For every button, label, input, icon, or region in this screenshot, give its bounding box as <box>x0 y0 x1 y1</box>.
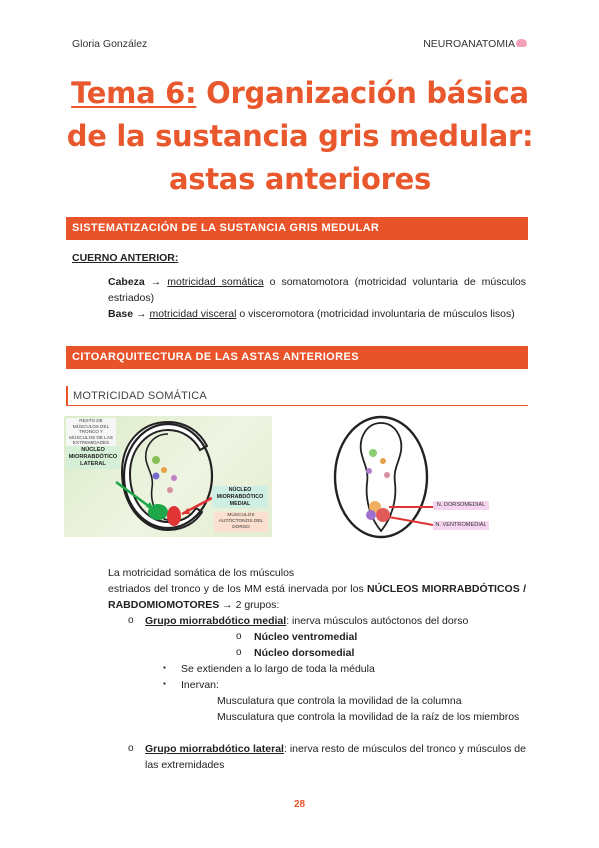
grupo-lateral-text: : inerva resto de músculos del tronco y músculos de las extremidades <box>145 743 526 771</box>
grupo-medial-label: Grupo miorrabdótico medial <box>145 615 287 627</box>
title-prefix: Tema 6: <box>71 76 197 110</box>
subheading-motricidad-somatica: MOTRICIDAD SOMÁTICA <box>66 386 528 406</box>
spinal-cord-diagram-1 <box>64 416 272 537</box>
cabeza-term: Cabeza <box>108 276 145 288</box>
arrow: → <box>144 276 168 288</box>
section-heading-citoarquitectura: CITOARQUITECTURA DE LAS ASTAS ANTERIORES <box>66 346 528 369</box>
cabeza-link: motricidad somática <box>167 276 264 288</box>
cuerno-anterior-label: CUERNO ANTERIOR: <box>72 252 179 264</box>
figure1-medial-label: NÚCLEO MIORRABDÓTICO MEDIAL <box>212 486 268 508</box>
section-heading-sistematizacion: SISTEMATIZACIÓN DE LA SUSTANCIA GRIS MEDULAR <box>66 217 528 240</box>
intro-bold-1: NÚCLEOS <box>367 583 419 595</box>
figure2-dorsomedial-label: N. DORSOMEDIAL <box>433 501 489 510</box>
intro-text: estriados del tronco y de los MM está inervada por los <box>108 583 368 595</box>
grupo-lateral-label: Grupo miorrabdótico lateral <box>145 743 284 755</box>
brain-icon <box>516 39 527 47</box>
cabeza-paragraph <box>108 274 526 306</box>
title-rest: Organización básica de la sustancia gris medular: astas anteriores <box>66 76 534 196</box>
extienden-text: Se extienden a lo largo de toda la médula <box>181 663 375 675</box>
bullet-o: o <box>128 743 134 754</box>
musculatura-2: Musculatura que controla la movilidad de la raíz de los miembros <box>217 711 520 723</box>
arrow: → <box>133 308 150 320</box>
nucleo-ventromedial: Núcleo ventromedial <box>254 631 358 643</box>
subject-text: NEUROANATOMIA <box>423 38 515 50</box>
intro-line-1: La motricidad somática de los músculos <box>108 567 295 579</box>
figure2-ventromedial-label: N. VENTROMEDIAL <box>433 521 489 530</box>
base-link: motricidad visceral <box>149 308 237 320</box>
bullet-square: ▪ <box>163 679 166 688</box>
grupo-medial-line <box>145 613 468 629</box>
bullet-o: o <box>128 615 134 626</box>
grupo-medial-text: : inerva músculos autóctonos del dorso <box>286 615 469 627</box>
base-term: Base <box>108 308 134 320</box>
cabeza-text: o somatomotora (motricidad voluntaria de músculos estriados) <box>108 276 526 304</box>
base-text: o visceromotora (motricidad involuntaria de músculos lisos) <box>236 308 515 320</box>
subject-header <box>423 38 527 50</box>
intro-paragraph <box>108 581 526 613</box>
grupo-lateral-line <box>145 741 526 773</box>
page-number: 28 <box>293 799 306 810</box>
author-name: Gloria González <box>72 38 148 50</box>
figure1-dorso-label: MÚSCULOS AUTÓCTONOS DEL DORSO <box>214 512 268 532</box>
bullet-o: o <box>236 647 242 658</box>
bullet-o: o <box>236 631 242 642</box>
intro-bold-2: MIORRABDÓTICOS / RABDOMIOMOTORES <box>108 583 526 611</box>
spinal-cord-diagram-2 <box>325 411 493 548</box>
nucleo-dorsomedial: Núcleo dorsomedial <box>254 647 355 659</box>
bullet-square: ▪ <box>163 663 166 672</box>
page-title <box>60 72 540 201</box>
inervan-text: Inervan: <box>181 679 219 691</box>
intro-end: → 2 grupos: <box>219 599 280 611</box>
musculatura-1: Musculatura que controla la movilidad de la columna <box>217 695 462 707</box>
figure1-lateral-label: NÚCLEO MIORRABDÓTICO LATERAL <box>66 446 120 469</box>
figure1-top-left-label: RESTO DE MÚSCULOS DEL TRONCO Y MÚSCULOS DE LAS EXTREMIDADES <box>66 418 116 446</box>
base-paragraph <box>108 306 526 322</box>
